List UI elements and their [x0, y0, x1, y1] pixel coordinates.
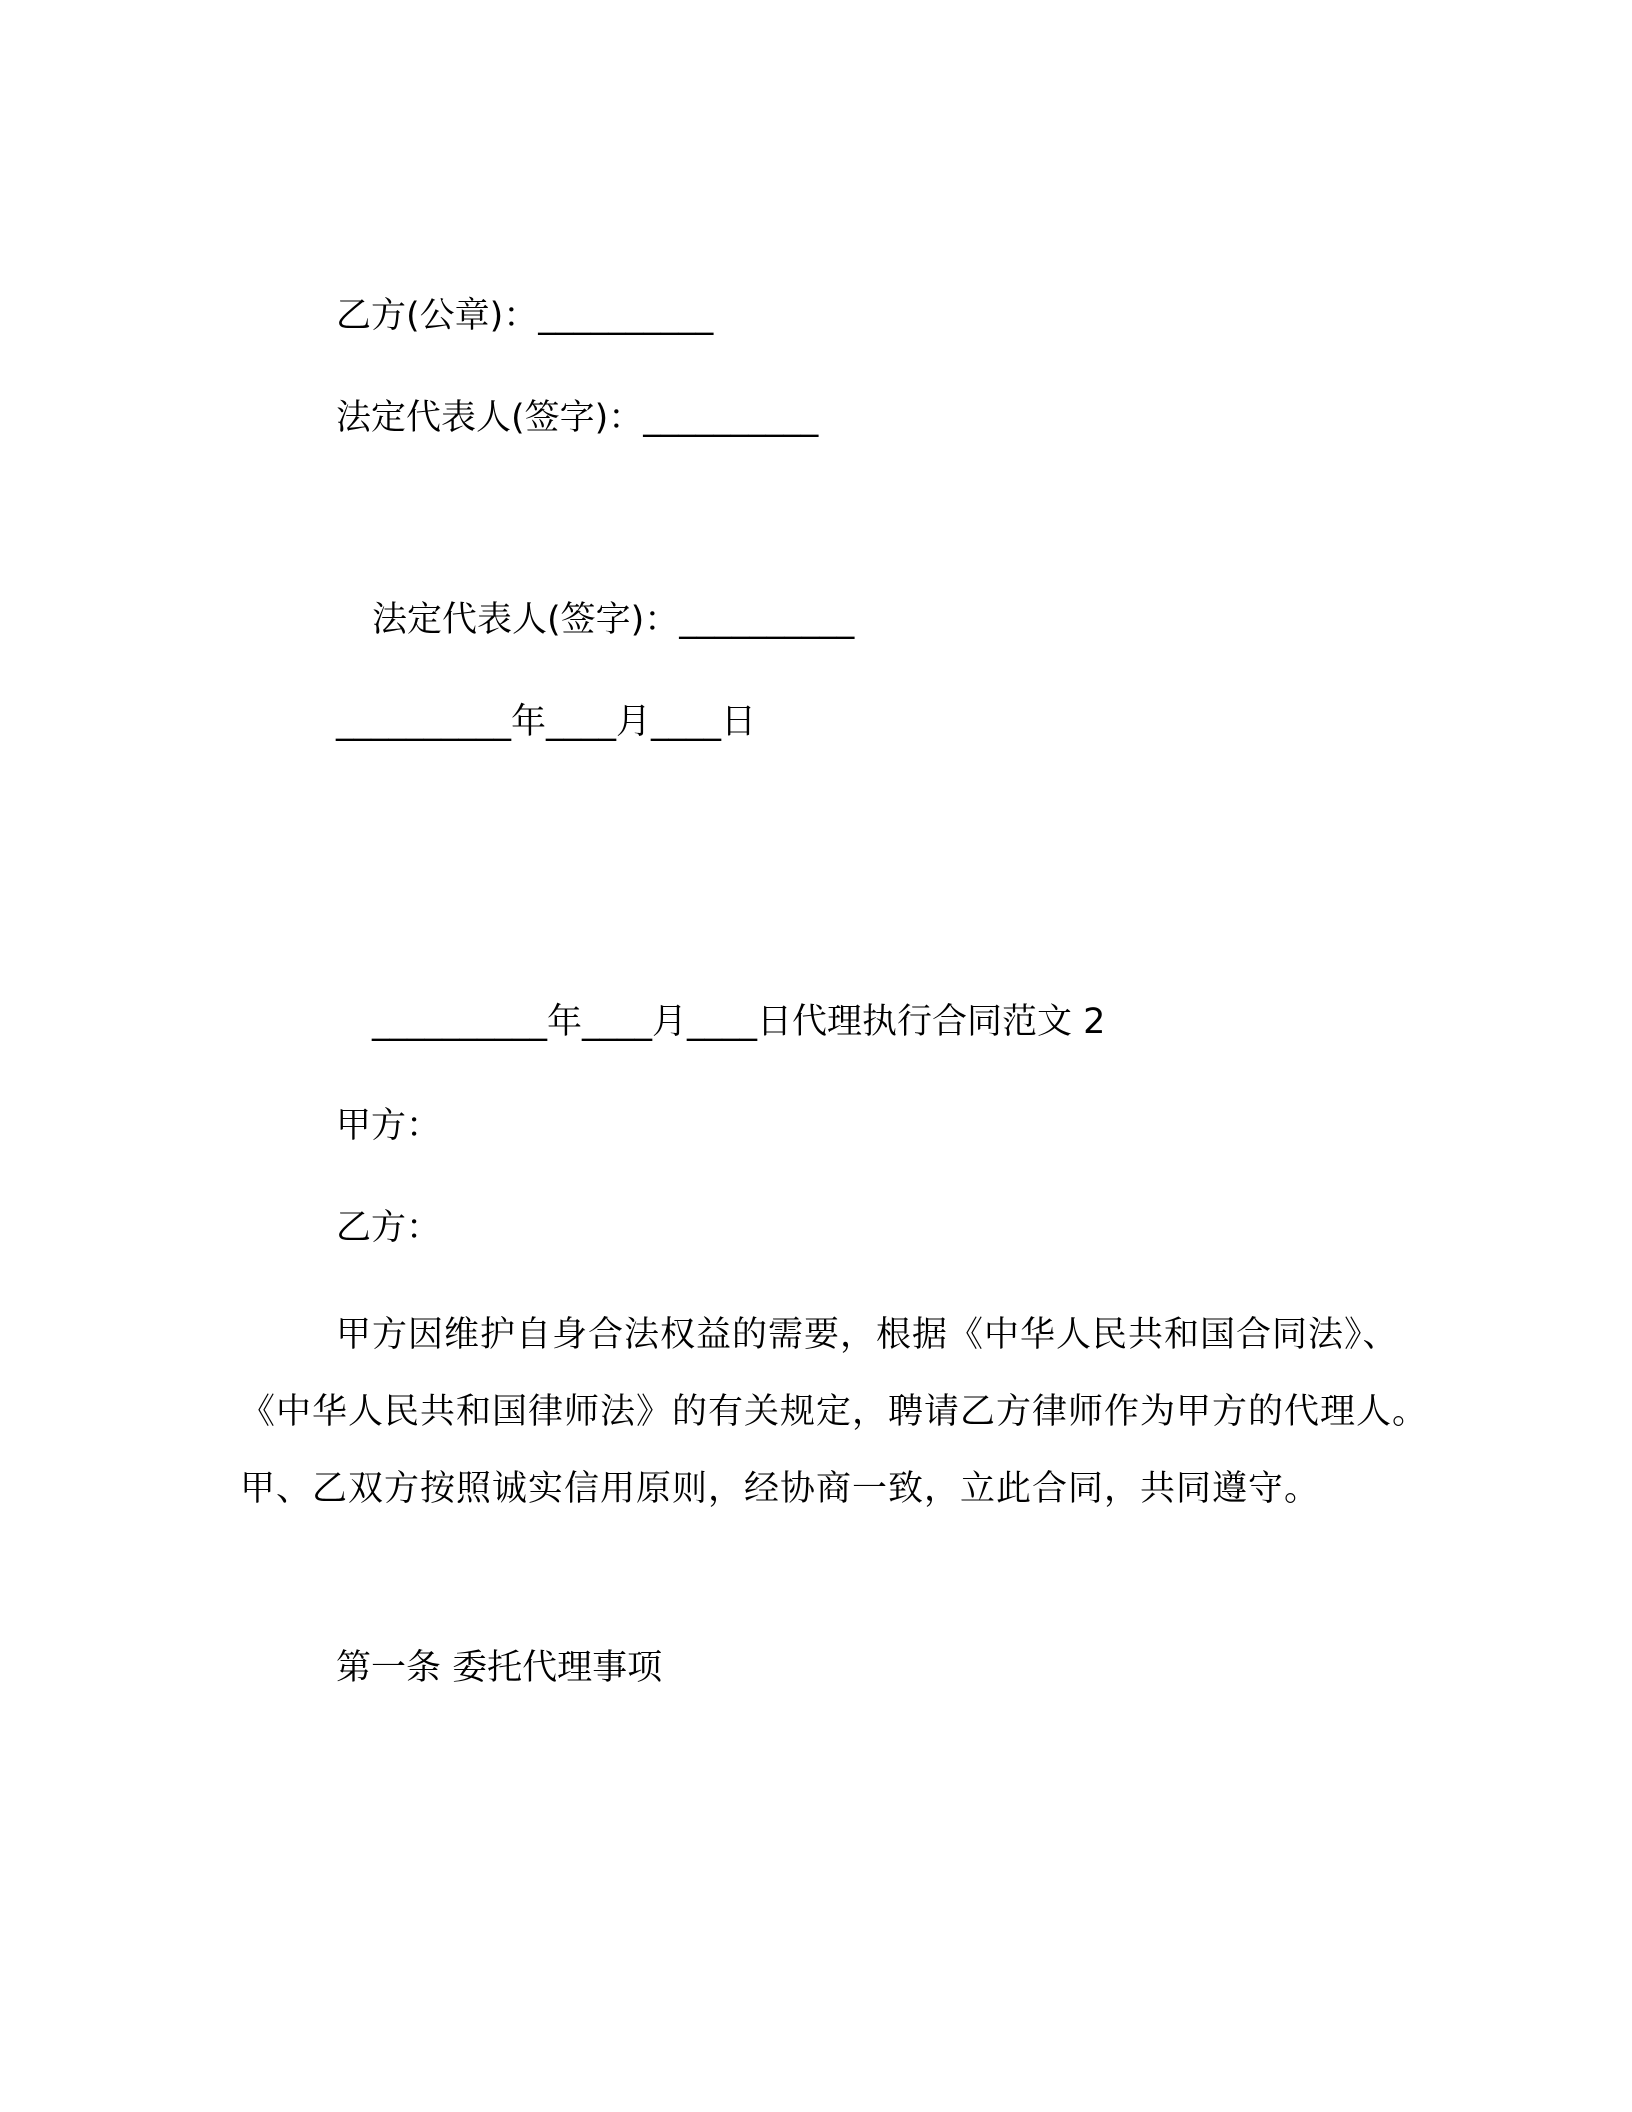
- party-b-seal-line: 乙方(公章)：__________: [336, 296, 714, 336]
- contract-title: __________年____月____日代理执行合同范文 2: [372, 1002, 1106, 1042]
- legal-representative-signature-line-2: 法定代表人(签字)：__________: [372, 600, 855, 640]
- party-a-label: 甲方：: [336, 1106, 442, 1146]
- contract-preamble: 甲方因维护自身合法权益的需要，根据《中华人民共和国合同法》、《中华人民共和国律师法》的有关规定，聘请乙方律师作为甲方的代理人。 甲、乙双方按照诚实信用原则，经协商一致，立此合同，共同遵守。: [240, 1315, 1429, 1509]
- party-b-label: 乙方：: [336, 1208, 442, 1248]
- signature-date-line: __________年____月____日: [336, 702, 757, 742]
- article-1-heading: 第一条 委托代理事项: [336, 1648, 663, 1688]
- legal-representative-signature-line: 法定代表人(签字)：__________: [336, 398, 819, 438]
